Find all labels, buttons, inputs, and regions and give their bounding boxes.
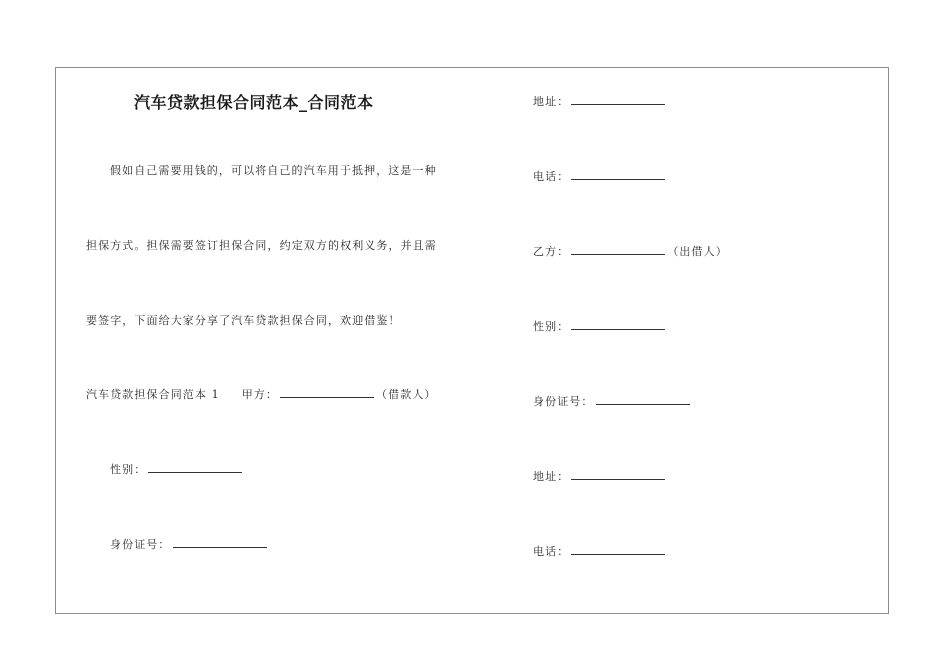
phone-blank-right-1 (571, 168, 665, 180)
id-row-right (533, 393, 692, 409)
gender-label-left: 性别： (110, 463, 147, 476)
party-b-label: 乙方： (533, 245, 570, 258)
address-label-right-2: 地址： (533, 470, 570, 483)
id-label-right: 身份证号： (533, 395, 594, 408)
phone-blank-right-2 (571, 543, 665, 555)
address-blank-right-1 (571, 93, 665, 105)
gender-label-right: 性别： (533, 320, 570, 333)
party-a-label: 甲方： (241, 388, 279, 401)
intro-line-2: 担保方式。担保需要签订担保合同，约定双方的权利义务，并且需 (86, 239, 437, 252)
intro-line-1: 假如自己需要用钱的，可以将自己的汽车用于抵押，这是一种 (110, 164, 437, 177)
id-row-left (110, 536, 269, 552)
intro-line-3: 要签字，下面给大家分享了汽车贷款担保合同，欢迎借鉴！ (86, 314, 401, 327)
phone-row-right-2 (533, 543, 667, 559)
phone-row-right-1 (533, 168, 667, 184)
gender-row-right (533, 318, 667, 334)
gender-blank-right (571, 318, 665, 330)
document-page-frame (55, 67, 889, 614)
gender-blank-left (148, 461, 242, 473)
party-b-row (533, 243, 728, 259)
sample-heading-row (86, 386, 437, 402)
id-blank-right (596, 393, 690, 405)
party-a-suffix: （借款人） (376, 388, 437, 401)
party-a-blank (280, 386, 374, 398)
address-label-right-1: 地址： (533, 95, 570, 108)
id-label-left: 身份证号： (110, 538, 171, 551)
party-b-suffix: （出借人） (667, 245, 728, 258)
gender-row-left (110, 461, 244, 477)
phone-label-right-2: 电话： (533, 545, 570, 558)
party-b-blank (571, 243, 665, 255)
document-title: 汽车贷款担保合同范本_合同范本 (134, 93, 374, 112)
address-row-right-1 (533, 93, 667, 109)
address-row-right-2 (533, 468, 667, 484)
address-blank-right-2 (571, 468, 665, 480)
sample-heading: 汽车贷款担保合同范本 1 (86, 388, 220, 401)
phone-label-right-1: 电话： (533, 170, 570, 183)
id-blank-left (173, 536, 267, 548)
